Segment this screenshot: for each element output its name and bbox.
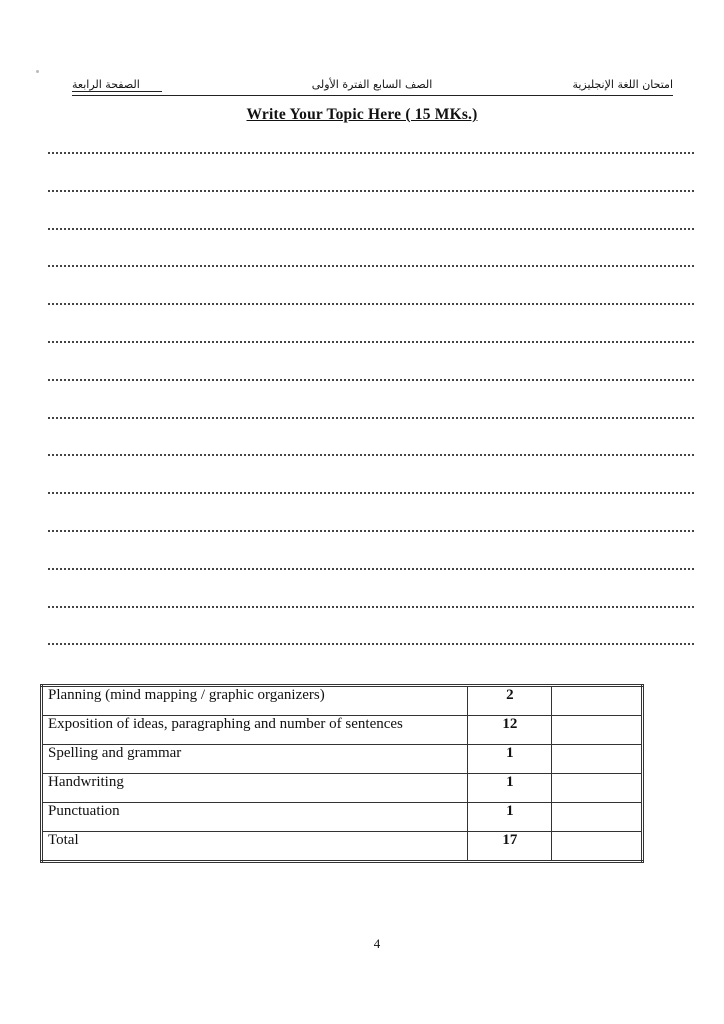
writing-line[interactable] xyxy=(48,643,694,645)
scan-mark xyxy=(36,70,39,73)
writing-line[interactable] xyxy=(48,454,694,456)
writing-task-title: Write Your Topic Here ( 15 MKs.) xyxy=(246,106,478,123)
rubric-criterion: Total xyxy=(42,832,468,862)
writing-line[interactable] xyxy=(48,303,694,305)
rubric-row xyxy=(42,774,643,803)
rubric-row xyxy=(42,803,643,832)
exam-title: امتحان اللغة الإنجليزية xyxy=(572,78,673,91)
writing-line[interactable] xyxy=(48,265,694,267)
rubric-table xyxy=(40,684,644,863)
rubric-row xyxy=(42,716,643,745)
rubric-row xyxy=(42,832,643,862)
rubric-marks: 1 xyxy=(468,774,552,803)
rubric-marks: 2 xyxy=(468,686,552,716)
rubric-criterion: Handwriting xyxy=(42,774,468,803)
writing-line[interactable] xyxy=(48,417,694,419)
page-number: 4 xyxy=(373,936,381,951)
rubric-marks: 1 xyxy=(468,803,552,832)
header-rule xyxy=(72,95,673,96)
writing-line[interactable] xyxy=(48,379,694,381)
score-entry-cell[interactable] xyxy=(552,803,643,832)
writing-line[interactable] xyxy=(48,606,694,608)
rubric-criterion: Spelling and grammar xyxy=(42,745,468,774)
rubric-row xyxy=(42,686,643,716)
rubric-marks: 1 xyxy=(468,745,552,774)
rubric-criterion: Punctuation xyxy=(42,803,468,832)
writing-line[interactable] xyxy=(48,530,694,532)
score-entry-cell[interactable] xyxy=(552,745,643,774)
writing-line[interactable] xyxy=(48,341,694,343)
score-entry-cell[interactable] xyxy=(552,832,643,862)
score-entry-cell[interactable] xyxy=(552,716,643,745)
writing-line[interactable] xyxy=(48,228,694,230)
page-label: الصفحة الرابعة xyxy=(72,78,140,91)
page-label-underline xyxy=(72,91,162,92)
writing-line[interactable] xyxy=(48,190,694,192)
rubric-criterion: Exposition of ideas, paragraphing and number of sentences xyxy=(42,716,468,745)
rubric-row xyxy=(42,745,643,774)
rubric-criterion: Planning (mind mapping / graphic organizers) xyxy=(42,686,468,716)
rubric-marks: 17 xyxy=(468,832,552,862)
writing-line[interactable] xyxy=(48,492,694,494)
writing-line[interactable] xyxy=(48,568,694,570)
score-entry-cell[interactable] xyxy=(552,774,643,803)
score-entry-cell[interactable] xyxy=(552,686,643,716)
class-term: الصف السابع الفترة الأولى xyxy=(311,78,433,91)
writing-line[interactable] xyxy=(48,152,694,154)
rubric-marks: 12 xyxy=(468,716,552,745)
